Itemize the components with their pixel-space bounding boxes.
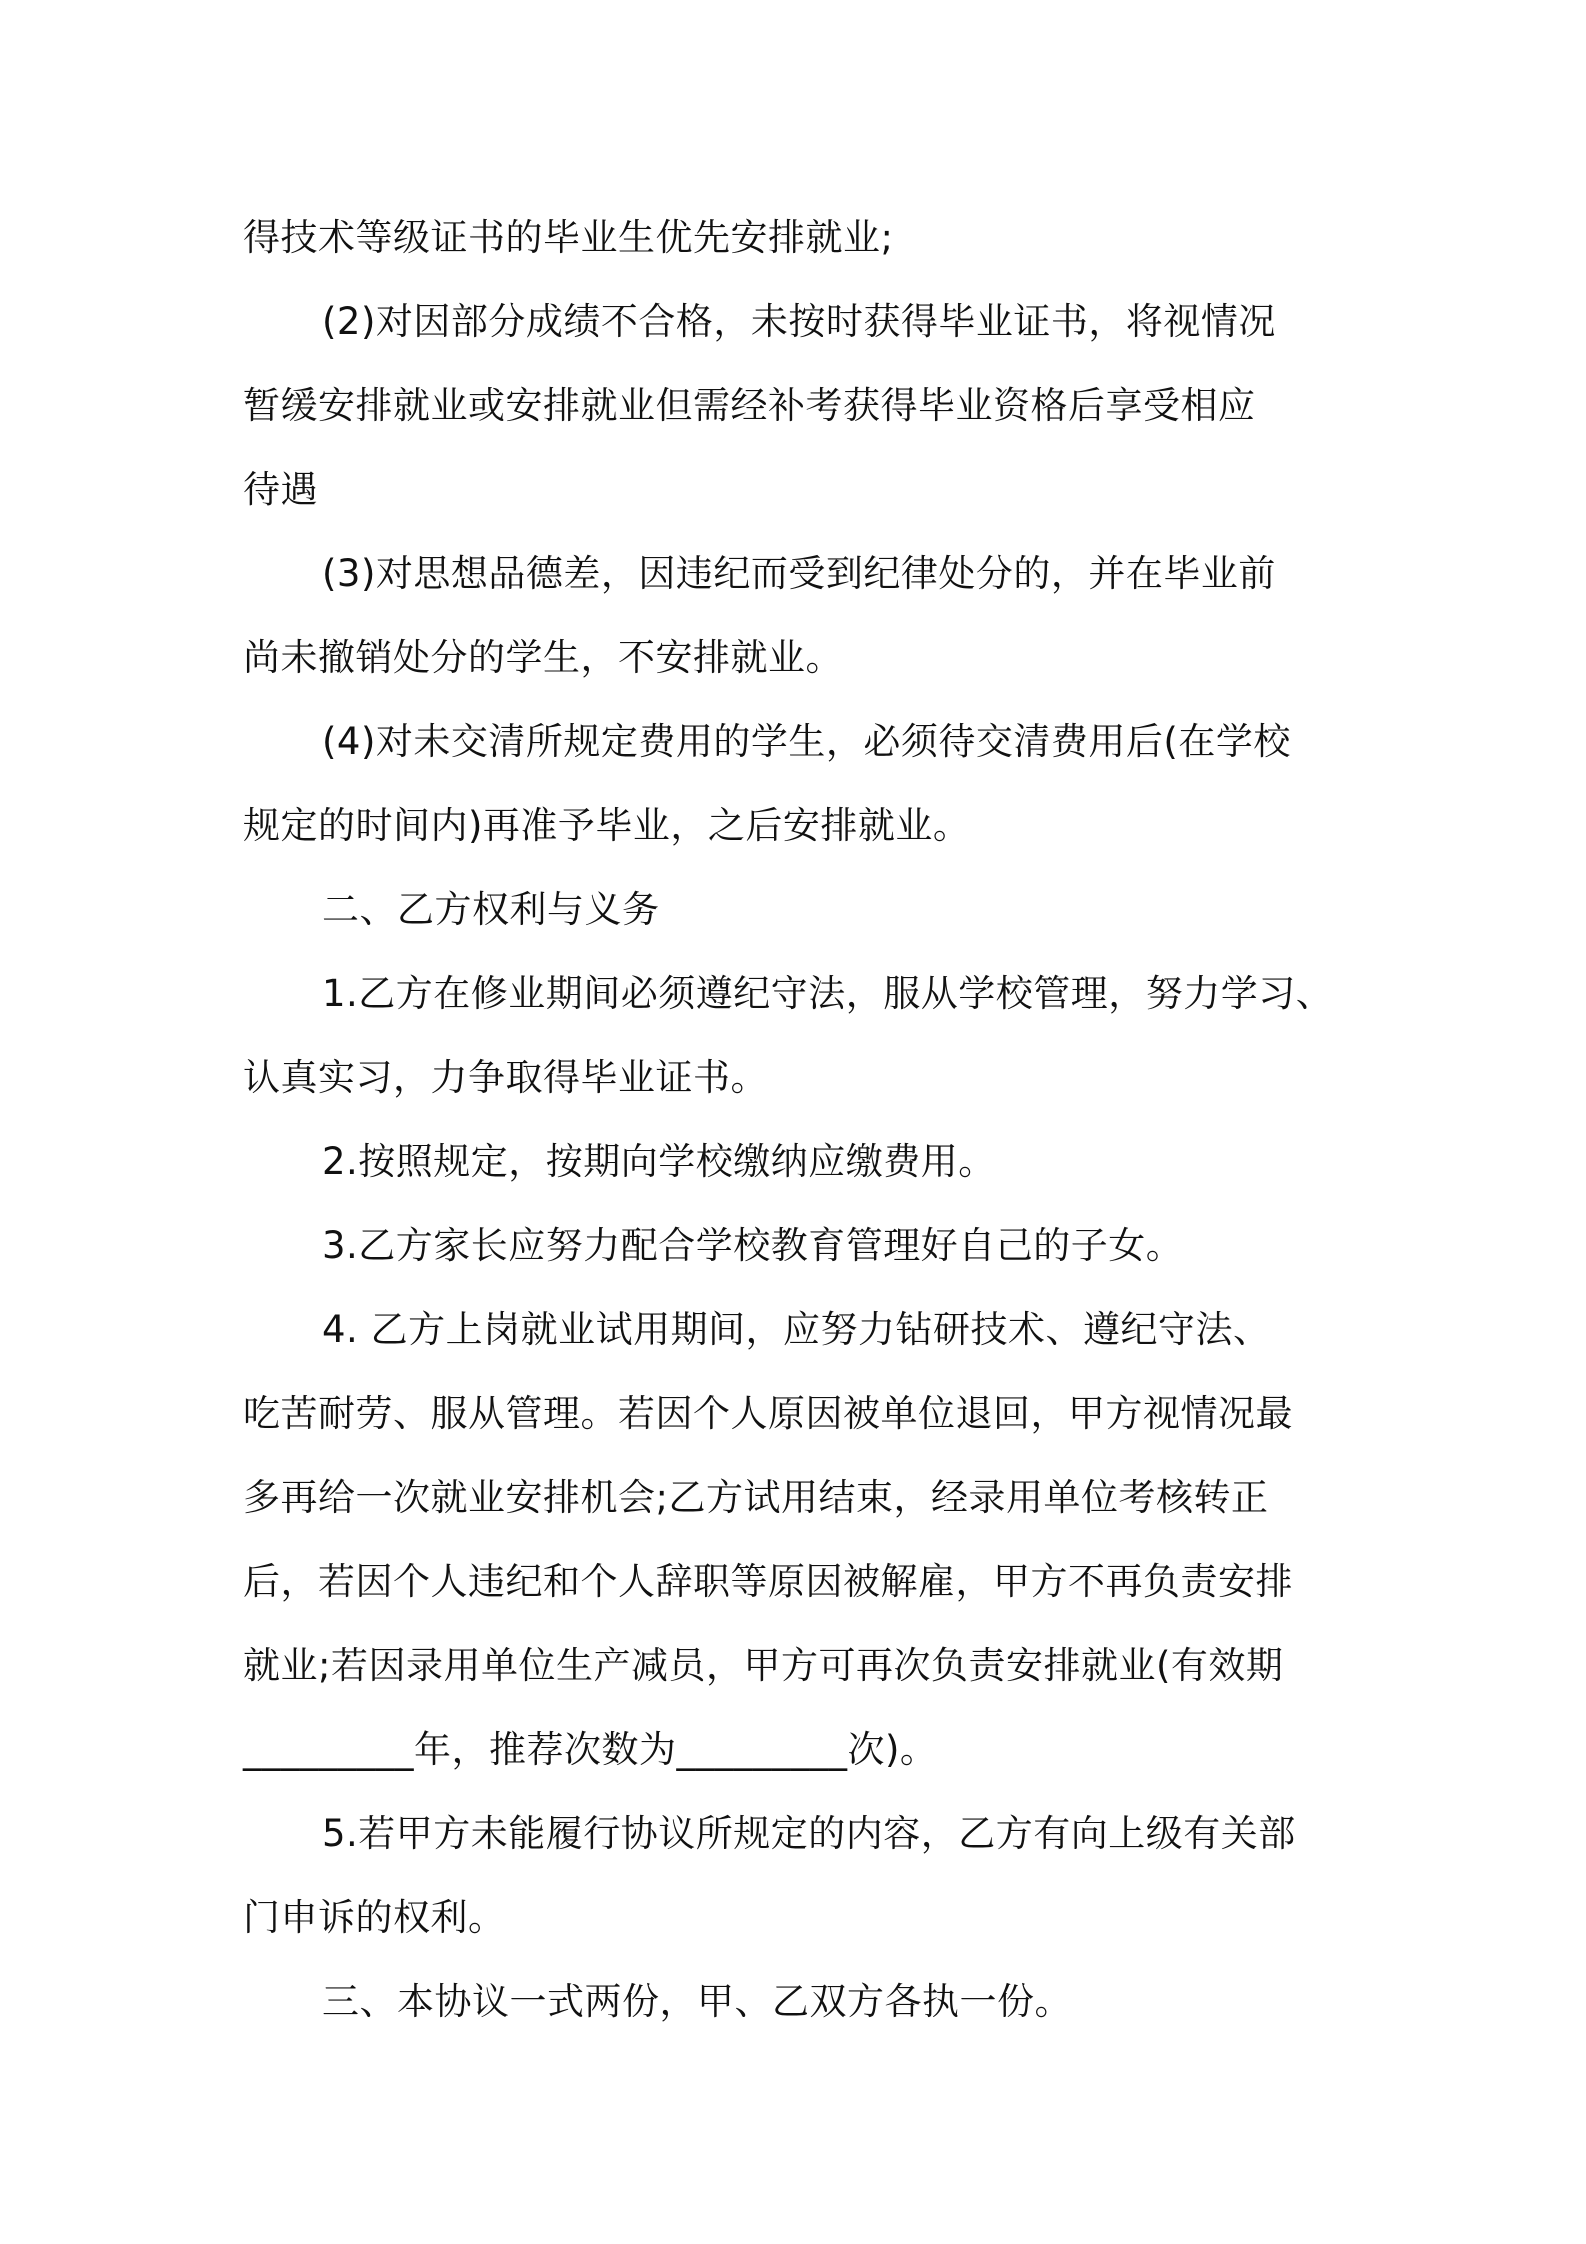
text-line-14: 4. 乙方上岗就业试用期间，应努力钻研技术、遵纪守法、: [322, 1308, 1271, 1351]
text-line-15: 吃苦耐劳、服从管理。若因个人原因被单位退回，甲方视情况最: [243, 1392, 1293, 1435]
text-line-2: (2)对因部分成绩不合格，未按时获得毕业证书，将视情况: [322, 300, 1276, 343]
text-line-3: 暂缓安排就业或安排就业但需经补考获得毕业资格后享受相应: [243, 384, 1256, 427]
text-line-19: _________年，推荐次数为_________次)。: [243, 1728, 938, 1771]
text-line-13: 3.乙方家长应努力配合学校教育管理好自己的子女。: [322, 1224, 1184, 1267]
section-heading-2: 二、乙方权利与义务: [322, 888, 660, 931]
text-line-7: (4)对未交清所规定费用的学生，必须待交清费用后(在学校: [322, 720, 1291, 763]
text-line-10: 1.乙方在修业期间必须遵纪守法，服从学校管理，努力学习、: [322, 972, 1334, 1015]
text-line-21: 门申诉的权利。: [243, 1896, 506, 1939]
text-line-20: 5.若甲方未能履行协议所规定的内容，乙方有向上级有关部: [322, 1812, 1296, 1855]
text-line-18: 就业;若因录用单位生产减员，甲方可再次负责安排就业(有效期: [243, 1644, 1284, 1687]
document-body: [243, 196, 1353, 2044]
text-line-17: 后，若因个人违纪和个人辞职等原因被解雇，甲方不再负责安排: [243, 1560, 1293, 1603]
text-line-4: 待遇: [243, 468, 318, 511]
text-line-6: 尚未撤销处分的学生，不安排就业。: [243, 636, 843, 679]
text-line-12: 2.按照规定，按期向学校缴纳应缴费用。: [322, 1140, 996, 1183]
text-line-5: (3)对思想品德差，因违纪而受到纪律处分的，并在毕业前: [322, 552, 1276, 595]
text-line-16: 多再给一次就业安排机会;乙方试用结束，经录用单位考核转正: [243, 1476, 1269, 1519]
section-heading-3: 三、本协议一式两份，甲、乙双方各执一份。: [322, 1980, 1072, 2023]
text-line-8: 规定的时间内)再准予毕业，之后安排就业。: [243, 804, 971, 847]
text-line-11: 认真实习，力争取得毕业证书。: [243, 1056, 768, 1099]
text-line-1: 得技术等级证书的毕业生优先安排就业;: [243, 216, 894, 259]
